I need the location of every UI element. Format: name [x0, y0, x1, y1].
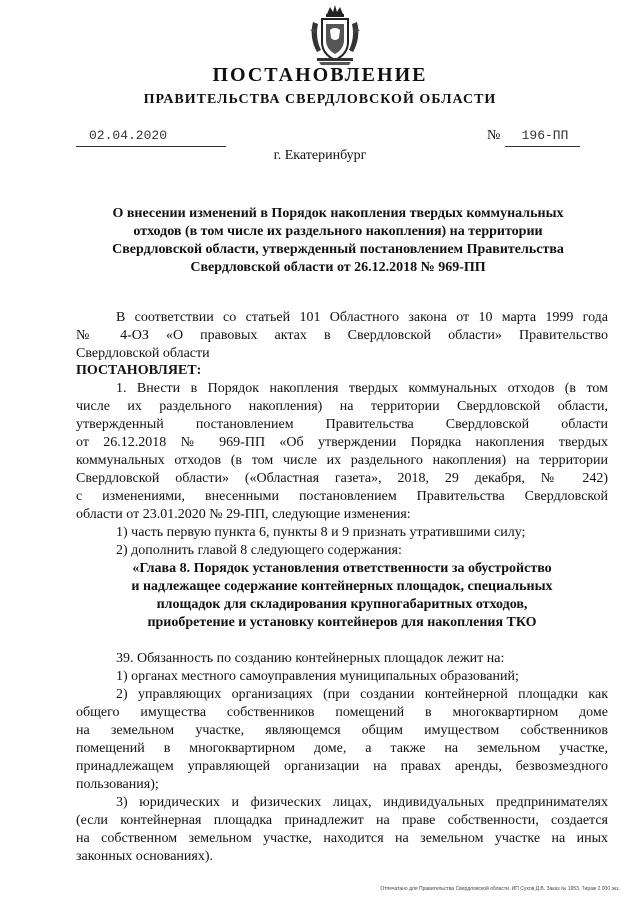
body-line: принадлежащем управляющей организации на правах аренды, безвозмездного	[76, 759, 608, 774]
body-line: 3) юридических и физических лицах, индивидуальных предпринимателях	[116, 795, 608, 810]
document-title: ПОСТАНОВЛЕНИЕ	[212, 64, 428, 86]
body-line: 1) органах местного самоуправления муниципальных образований;	[116, 669, 519, 684]
body-line: числе их раздельного накопления) на территории Свердловской области,	[76, 399, 608, 414]
body-line: от 26.12.2018 № 969-ПП «Об утверждении Порядка накопления твердых	[76, 435, 608, 450]
body-line: на собственном земельном участке, находится на земельном участке на иных	[76, 831, 608, 846]
chapter-heading-line: и надлежащее содержание контейнерных площадок, специальных	[131, 579, 553, 594]
body-line: 39. Обязанность по созданию контейнерных площадок лежит на:	[116, 651, 505, 666]
chapter-heading-line: приобретение и установку контейнеров для накопления ТКО	[147, 615, 537, 630]
heading-line: Свердловской области от 26.12.2018 № 969-ПП	[190, 260, 486, 275]
resolves-label: ПОСТАНОВЛЯЕТ:	[76, 363, 202, 378]
coat-of-arms-emblem	[305, 4, 365, 66]
heading-line: отходов (в том числе их раздельного накопления) на территории	[133, 224, 543, 239]
body-line: (если контейнерная площадка принадлежит на праве собственности, создается	[76, 813, 608, 828]
number-underline	[505, 146, 580, 147]
body-line: № 4-ОЗ «О правовых актах в Свердловской области» Правительство	[76, 328, 608, 343]
body-line: пользования);	[76, 777, 159, 792]
number-label: №	[487, 128, 501, 143]
document-date: 02.04.2020	[88, 128, 167, 143]
body-line: с изменениями, внесенными постановлением Правительства Свердловской	[76, 489, 608, 504]
body-line: 1. Внести в Порядок накопления твердых коммунальных отходов (в том	[116, 381, 608, 396]
body-line: утвержденный постановлением Правительства Свердловской области	[76, 417, 608, 432]
body-line: 2) управляющих организациях (при создании контейнерной площадки как	[116, 687, 608, 702]
chapter-heading-line: «Глава 8. Порядок установления ответственности за обустройство	[132, 561, 552, 576]
body-line: помещений в многоквартирном доме, а также на земельном участке,	[76, 741, 608, 756]
body-line: коммунальных отходов (в том числе их раздельного накопления) на территории	[76, 453, 608, 468]
heading-line: Свердловской области, утвержденный постановлением Правительства	[112, 242, 564, 257]
city-name: г. Екатеринбург	[273, 148, 367, 163]
date-underline	[76, 146, 226, 147]
body-line: 2) дополнить главой 8 следующего содержания:	[116, 543, 402, 558]
document-subtitle: ПРАВИТЕЛЬСТВА СВЕРДЛОВСКОЙ ОБЛАСТИ	[143, 92, 497, 107]
body-line: В соответствии со статьей 101 Областного закона от 10 марта 1999 года	[116, 310, 608, 325]
body-line: Свердловской области» («Областная газета», 2018, 29 декабря, № 242)	[76, 471, 608, 486]
body-line: законных основаниях).	[76, 849, 214, 864]
document-number: 196-ПП	[521, 128, 569, 143]
resolution-heading	[88, 205, 588, 277]
heading-line: О внесении изменений в Порядок накопления твердых коммунальных	[112, 206, 564, 221]
chapter-heading-line: площадок для складирования крупногабаритных отходов,	[156, 597, 528, 612]
body-line: на земельном участке, являющемся общим имуществом собственников	[76, 723, 608, 738]
body-line: общего имущества собственников помещений в многоквартирном доме	[76, 705, 608, 720]
print-imprint: Отпечатано для Правительства Свердловской области. ИП Сухов Д.В. Заказ № 1953. Тираж 2 000 экз.	[380, 886, 620, 892]
body-line: Свердловской области	[76, 346, 210, 361]
body-line: области от 23.01.2020 № 29-ПП, следующие изменения:	[76, 507, 411, 522]
body-line: 1) часть первую пункта 6, пункты 8 и 9 признать утратившими силу;	[116, 525, 526, 540]
